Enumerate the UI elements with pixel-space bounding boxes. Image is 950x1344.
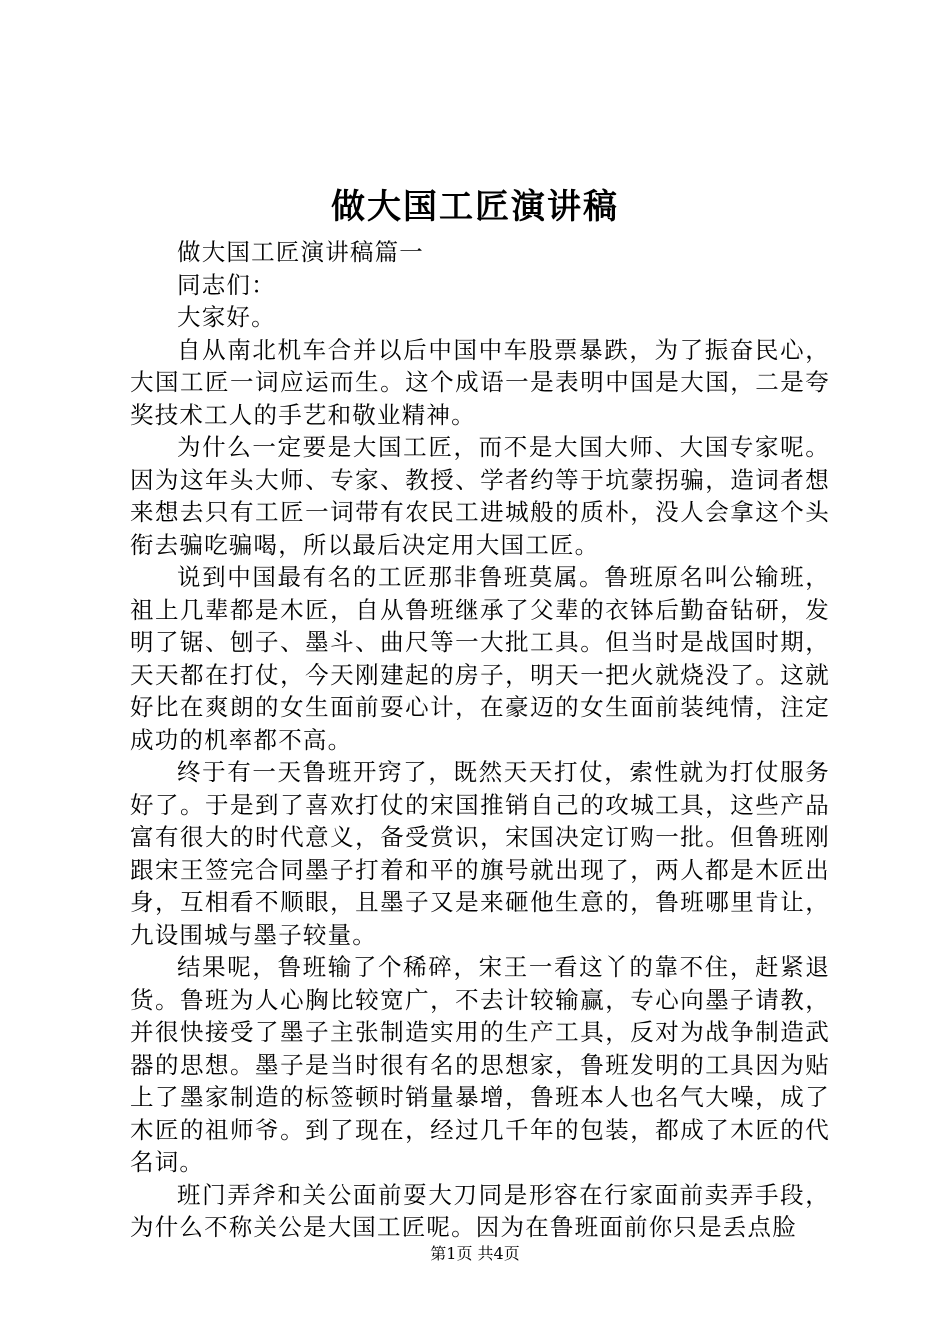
paragraph: 终于有一天鲁班开窍了，既然天天打仗，索性就为打仗服务好了。于是到了喜欢打仗的宋国推销自己的攻城工具，这些产品富有很大的时代意义，备受赏识，宋国决定订购一批。但鲁班刚跟宋王签完合同墨子打着和平的旗号就出现了，两人都是木匠出身，互相看不顺眼，且墨子又是来砸他生意的，鲁班哪里肯让，九设围城与墨子较量。 <box>130 758 830 949</box>
paragraph: 做大国工匠演讲稿篇一 <box>177 238 424 266</box>
paragraph: 结果呢，鲁班输了个稀碎，宋王一看这丫的靠不住，赶紧退货。鲁班为人心胸比较宽广，不去计较输赢，专心向墨子请教，并很快接受了墨子主张制造实用的生产工具，反对为战争制造武器的思想。墨子是当时很有名的思想家，鲁班发明的工具因为贴上了墨家制造的标签顿时销量暴增，鲁班本人也名气大噪，成了木匠的祖师爷。到了现在，经过几千年的包装，都成了木匠的代名词。 <box>130 953 830 1176</box>
paragraph: 班门弄斧和关公面前耍大刀同是形容在行家面前卖弄手段，为什么不称关公是大国工匠呢。因为在鲁班面前你只是丢点脸 <box>130 1180 830 1241</box>
page-number-footer: 第1页 共4页 <box>430 1244 520 1263</box>
paragraph: 自从南北机车合并以后中国中车股票暴跌，为了振奋民心，大国工匠一词应运而生。这个成语一是表明中国是大国，二是夸奖技术工人的手艺和敬业精神。 <box>130 335 830 429</box>
paragraph: 为什么一定要是大国工匠，而不是大国大师、大国专家呢。因为这年头大师、专家、教授、学者约等于坑蒙拐骗，造词者想来想去只有工匠一词带有农民工进城般的质朴，没人会拿这个头衔去骗吃骗喝，所以最后决定用大国工匠。 <box>130 433 830 559</box>
paragraph: 同志们： <box>177 270 276 299</box>
document-title: 做大国工匠演讲稿 <box>331 187 619 227</box>
document-body <box>130 236 830 1244</box>
paragraph: 说到中国最有名的工匠那非鲁班莫属。鲁班原名叫公输班，祖上几辈都是木匠，自从鲁班继承了父辈的衣钵后勤奋钻研，发明了锯、刨子、墨斗、曲尺等一大批工具。但当时是战国时期，天天都在打仗，今天刚建起的房子，明天一把火就烧没了。这就好比在爽朗的女生面前耍心计，在豪迈的女生面前装纯情，注定成功的机率都不高。 <box>130 563 830 754</box>
paragraph: 大家好。 <box>177 303 276 331</box>
